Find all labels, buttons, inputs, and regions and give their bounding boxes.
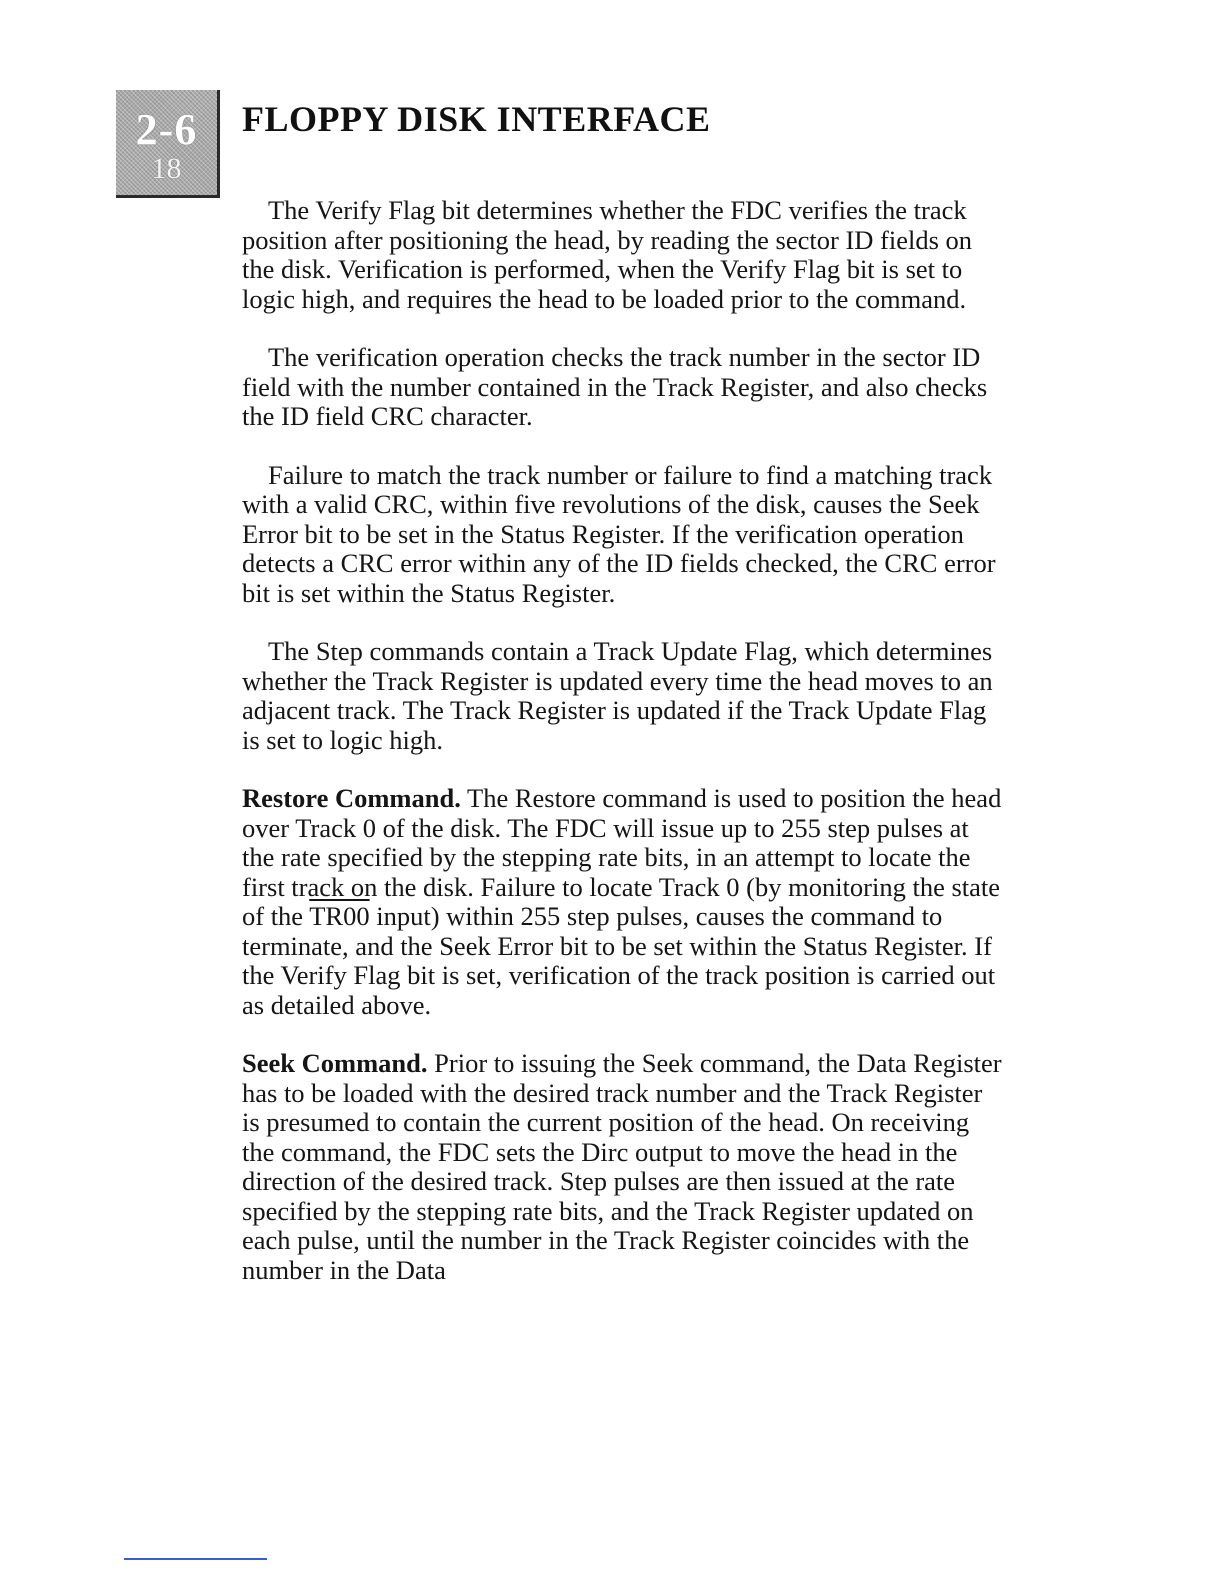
section-number: 2-6	[135, 105, 198, 154]
tr00-signal: TR00	[309, 901, 370, 931]
paragraph-seek-command	[242, 1049, 1002, 1285]
seek-text: Prior to issuing the Seek command, the Data Register has to be loaded with the desired track number and the Track Register is presumed to contain the current position of the head. On receiving the command, the FDC sets the Dirc output to move the head in the direction of the desired track. Step pulses are then issued at the rate specified by the stepping rate bits, and the Track Register updated on each pulse, until the number in the Track Register coincides with the number in the Data	[242, 1048, 1002, 1285]
paragraph-restore-command	[242, 784, 1002, 1020]
paragraph-verification-operation: The verification operation checks the track number in the sector ID field with the number contained in the Track Register, and also checks the ID field CRC character.	[242, 342, 988, 431]
section-badge	[116, 90, 220, 198]
seek-command-heading: Seek Command.	[242, 1048, 428, 1078]
restore-text-a: The Restore command is used to position the head over Track 0 of the disk. The FDC will issue up to 255 step pulses at the rate specified by the stepping rate bits, in an attempt to locate the first track on the disk. Failure to locate Track 0 (by monitoring the state of the	[242, 783, 1002, 931]
page-title: FLOPPY DISK INTERFACE	[242, 99, 711, 139]
restore-text-b: input) within 255 step pulses, causes the command to terminate, and the Seek Error bit to be set within the Status Register. If the Verify Flag bit is set, verification of the track position is carried out as detailed above.	[242, 901, 996, 1020]
paragraph-track-update-flag: The Step commands contain a Track Update Flag, which determines whether the Track Register is updated every time the head moves to an adjacent track. The Track Register is updated if the Track Update Flag is set to logic high.	[242, 636, 993, 755]
body-text	[242, 196, 1002, 1314]
footer-rule	[124, 1558, 267, 1560]
restore-command-heading: Restore Command.	[242, 783, 461, 813]
paragraph-verify-flag: The Verify Flag bit determines whether the FDC verifies the track position after positioning the head, by reading the sector ID fields on the disk. Verification is performed, when the Verify Flag bit is set to logic high, and requires the head to be loaded prior to the command.	[242, 195, 973, 314]
page-number: 18	[151, 152, 182, 185]
paragraph-seek-error: Failure to match the track number or failure to find a matching track with a valid CRC, within five revolutions of the disk, causes the Seek Error bit to be set in the Status Register. If the verification operation detects a CRC error within any of the ID fields checked, the CRC error bit is set within the Status Register.	[242, 459, 996, 608]
